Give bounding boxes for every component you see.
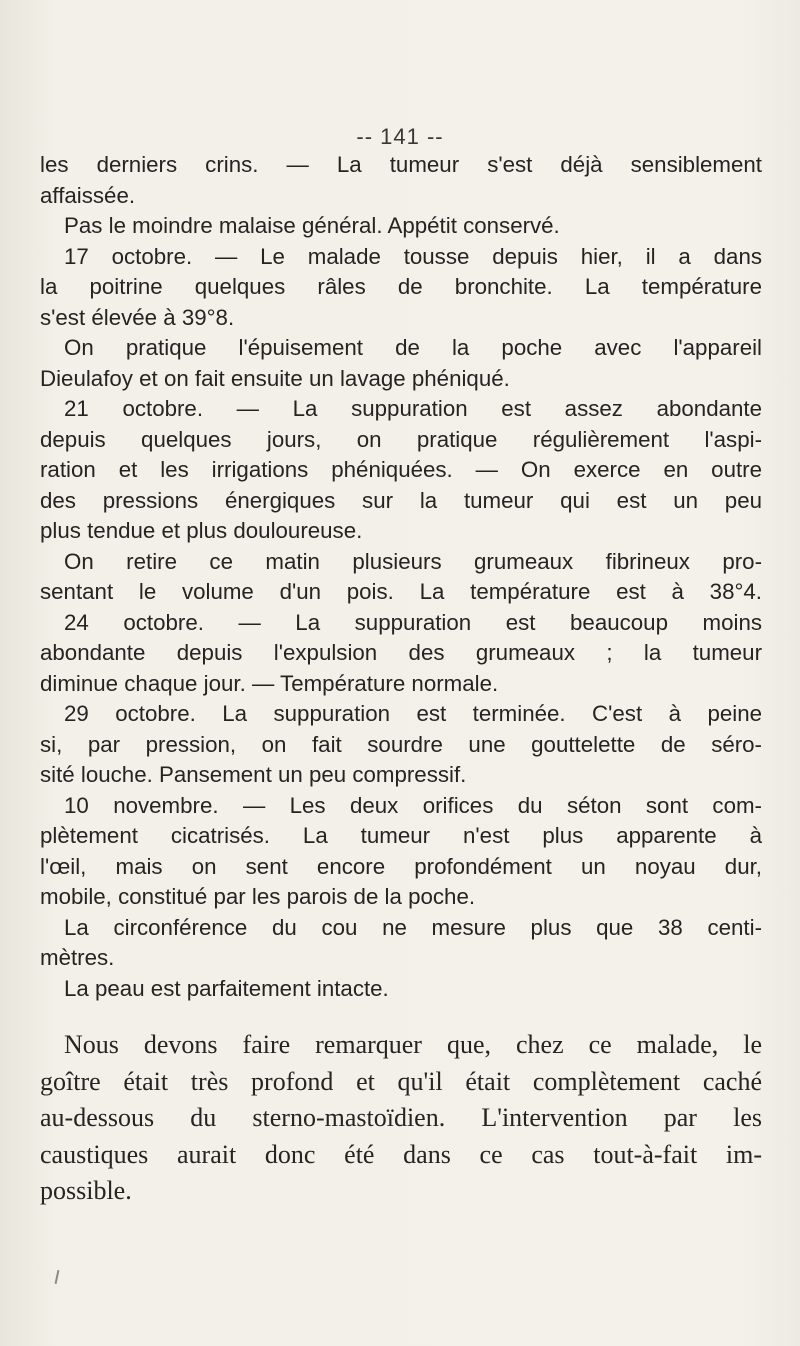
text-line: ration et les irrigations phéniquées. — On exerce en outre bbox=[40, 457, 762, 482]
text-line: sentant le volume d'un pois. La température est à 38°4. bbox=[40, 579, 762, 604]
text-line: 10 novembre. — Les deux orifices du séton sont com- bbox=[64, 792, 762, 818]
text-line: les derniers crins. — La tumeur s'est déjà sensiblement bbox=[40, 152, 762, 177]
text-line: 24 octobre. — La suppuration est beaucoup moins bbox=[64, 609, 762, 635]
text-line: au-dessous du sterno-mastoïdien. L'intervention par les bbox=[40, 1103, 762, 1132]
text-line: La peau est parfaitement intacte. bbox=[64, 975, 389, 1001]
text-line: possible. bbox=[40, 1176, 132, 1205]
author-commentary bbox=[40, 1027, 762, 1210]
text-line: la poitrine quelques râles de bronchite. La température bbox=[40, 274, 762, 299]
text-line: caustiques aurait donc été dans ce cas tout-à-fait im- bbox=[40, 1139, 762, 1169]
clinical-notes bbox=[40, 150, 762, 1004]
text-line: 29 octobre. La suppuration est terminée. C'est à peine bbox=[64, 701, 762, 726]
text-line: On pratique l'épuisement de la poche avec l'appareil bbox=[64, 335, 762, 360]
text-line: affaissée. bbox=[40, 182, 136, 208]
text-line: La circonférence du cou ne mesure plus que 38 centi- bbox=[64, 914, 762, 940]
page-number: -- 141 -- bbox=[356, 124, 444, 149]
text-line: sité louche. Pansement un peu compressif. bbox=[40, 762, 467, 787]
text-line: si, par pression, on fait sourdre une gouttelette de séro- bbox=[40, 731, 762, 757]
text-line: Pas le moindre malaise général. Appétit conservé. bbox=[64, 213, 560, 238]
text-line: diminue chaque jour. — Température normale. bbox=[40, 670, 499, 696]
text-line: depuis quelques jours, on pratique régulièrement l'aspi- bbox=[40, 426, 762, 452]
text-line: mètres. bbox=[40, 945, 115, 970]
text-line: abondante depuis l'expulsion des grumeaux ; la tumeur bbox=[40, 640, 762, 665]
text-line: mobile, constitué par les parois de la poche. bbox=[40, 884, 476, 909]
text-line: Nous devons faire remarquer que, chez ce malade, le bbox=[64, 1030, 762, 1059]
text-line: 17 octobre. — Le malade tousse depuis hier, il a dans bbox=[64, 243, 762, 269]
text-line: plètement cicatrisés. La tumeur n'est plus apparente à bbox=[40, 823, 762, 848]
text-line: 21 octobre. — La suppuration est assez abondante bbox=[64, 396, 762, 421]
text-line: Dieulafoy et on fait ensuite un lavage phéniqué. bbox=[40, 365, 510, 391]
text-line: des pressions énergiques sur la tumeur qui est un peu bbox=[40, 487, 762, 513]
text-line: s'est élevée à 39°8. bbox=[40, 304, 235, 330]
stray-mark bbox=[55, 1270, 60, 1284]
text-line: goître était très profond et qu'il était complètement caché bbox=[40, 1066, 762, 1096]
text-line: On retire ce matin plusieurs grumeaux fibrineux pro- bbox=[64, 548, 762, 574]
text-line: l'œil, mais on sent encore profondément un noyau dur, bbox=[40, 853, 762, 879]
text-line: plus tendue et plus douloureuse. bbox=[40, 518, 363, 543]
